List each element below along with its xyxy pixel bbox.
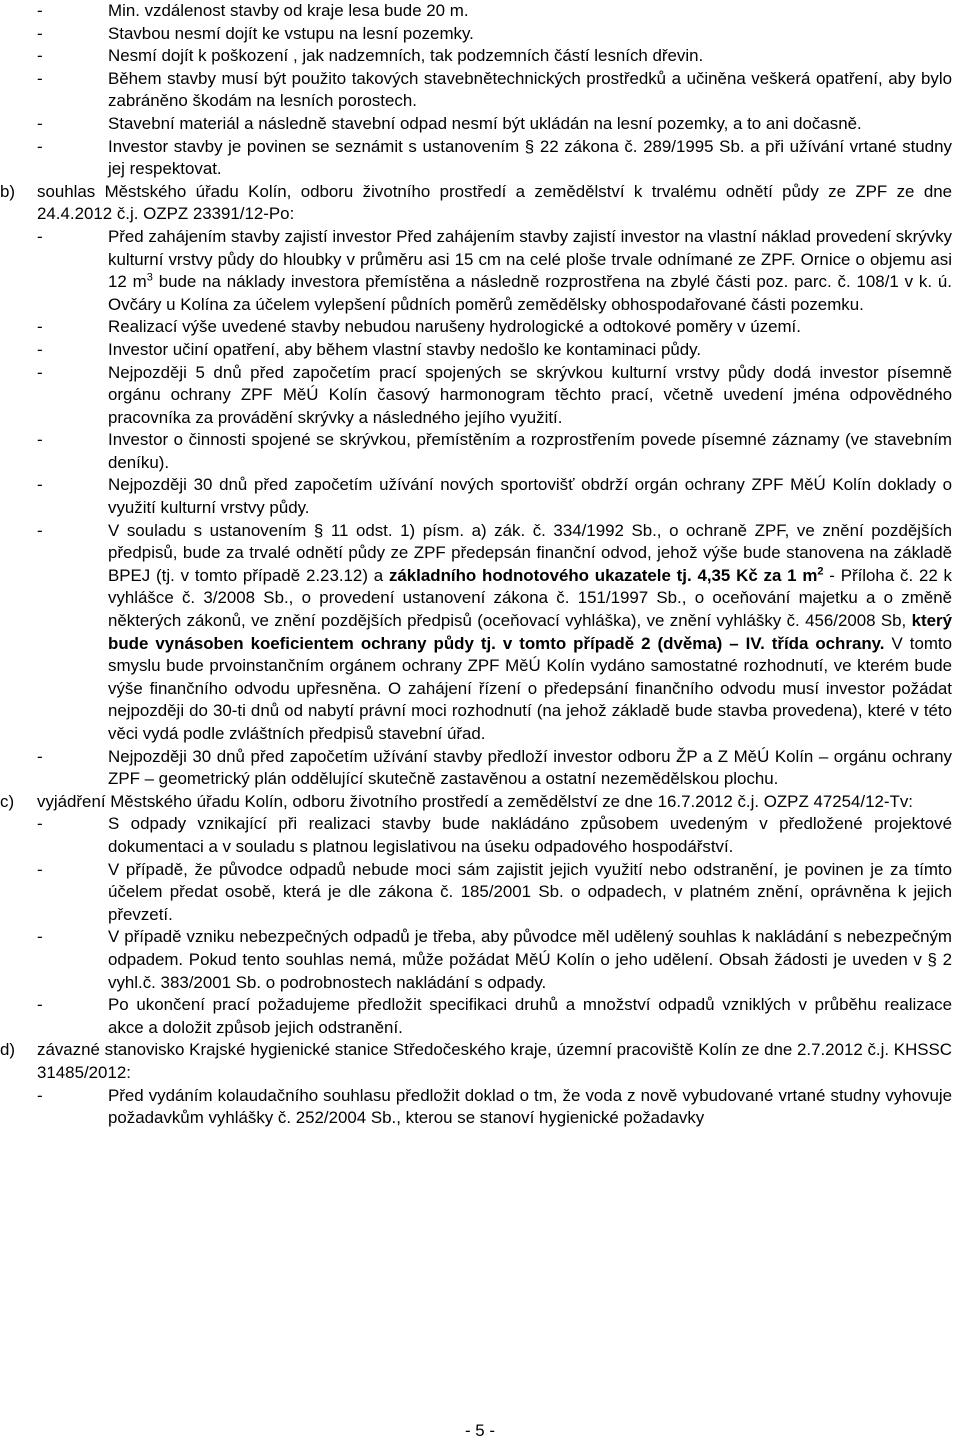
section-marker: b)	[0, 181, 16, 201]
list-item-text: V případě vzniku nebezpečných odpadů je třeba, aby původce měl udělený souhlas k nakládání s nebezpečným odpadem. Pokud tento souhlas nemá, může požádat MěÚ Kolín o jeho udělení. Obsah žádosti je uveden v § 2 vyhl.č. 383/2001 Sb. o podrobnostech nakládání s odpady.	[108, 927, 952, 992]
text-run: V souladu s ustanovením § 11 odst. 1) písm. a) zák. č. 334/1992 Sb., o ochraně ZPF, ve znění pozdějších předpisů, bude za trvalé odnětí půdy ze ZPF předepsán finanční odvod, jehož výše bude stanovena na základě BPEJ (tj. v tomto případě 2.23.12) a	[108, 520, 952, 585]
bullet-dash: -	[37, 46, 43, 66]
list-item	[37, 746, 952, 791]
list-item	[37, 362, 952, 430]
superscript: 3	[146, 271, 153, 284]
list-item-text: Nesmí dojít k poškození , jak nadzemních, tak podzemních částí lesních dřevin.	[108, 46, 704, 66]
bullet-dash: -	[37, 136, 43, 156]
list-item-text: Min. vzdálenost stavby od kraje lesa bude 20 m.	[108, 1, 469, 20]
bullet-dash: -	[37, 317, 43, 337]
list-item-text: Nejpozději 5 dnů před započetím prací spojených se skrývkou kulturní vrstvy půdy dodá investor písemně orgánu ochrany ZPF MěÚ Kolín časový harmonogram těchto prací, včetně uvedení jména odpovědného pracovníka za provádění skrývky a následného jejího využití.	[108, 362, 952, 427]
bullet-dash: -	[37, 927, 43, 947]
list-item	[37, 226, 952, 316]
list-item	[37, 68, 952, 113]
bullet-dash: -	[37, 23, 43, 43]
bold-text-run: základního hodnotového ukazatele tj. 4,35 Kč za 1 m	[388, 565, 818, 585]
section-heading-text: vyjádření Městského úřadu Kolín, odboru životního prostředí a zemědělství ze dne 16.7.2012 č.j. OZPZ 47254/12-Tv:	[37, 791, 913, 811]
text-run: V tomto smyslu bude prvoinstančním orgánem ochrany ZPF MěÚ Kolín vydáno samostatné rozhodnutí, ve kterém bude výše finančního odvodu upřesněna. O zahájení řízení o předepsání finančního odvodu musí investor požádat nejpozději do 30-ti dnů od nabytí právní moci rozhodnutí (na jehož základě bude stavba provedena), které v této věci vydá podle zvláštních předpisů stavební úřad.	[108, 633, 952, 743]
list-item-text: Realizací výše uvedené stavby nebudou narušeny hydrologické a odtokové poměry v území.	[108, 317, 801, 337]
section-d-heading	[0, 1039, 952, 1084]
section-heading-text: závazné stanovisko Krajské hygienické stanice Středočeského kraje, územní pracoviště Kolín ze dne 2.7.2012 č.j. KHSSC 31485/2012:	[37, 1040, 952, 1082]
list-item	[37, 813, 952, 858]
list-item	[37, 520, 952, 746]
list-item-text: Investor stavby je povinen se seznámit s ustanovením § 22 zákona č. 289/1995 Sb. a při užívání vrtané studny jej respektovat.	[108, 136, 952, 179]
list-item-text: Investor o činnosti spojené se skrývkou, přemístěním a rozprostřením povede písemné záznamy (ve stavebním deníku).	[108, 430, 952, 472]
text-run: bude na náklady investora přemístěna a následně rozprostřena na zbylé části poz. parc. č. 108/1 v k. ú. Ovčáry u Kolína za účelem vylepšení půdních poměrů zemědělsky obhospodařované části pozemku.	[108, 272, 952, 314]
list-item-text: Stavbou nesmí dojít ke vstupu na lesní pozemky.	[108, 23, 474, 43]
bold-text-run: který bude vynásoben koeficientem ochrany půdy tj. v tomto případě 2 (dvěma) – IV. třída ochrany.	[108, 611, 952, 653]
list-item-text: S odpady vznikající při realizaci stavby bude nakládáno způsobem uvedeným v předložené projektové dokumentaci a v souladu s platnou legislativou na úseku odpadového hospodářství.	[108, 814, 952, 856]
list-item	[37, 136, 952, 181]
bullet-dash: -	[37, 430, 43, 450]
section-c-heading	[0, 791, 952, 814]
list-item	[37, 113, 952, 136]
bullet-dash: -	[37, 1, 43, 20]
bullet-dash: -	[37, 362, 43, 382]
section-b-heading	[0, 181, 952, 226]
list-item	[37, 994, 952, 1039]
bullet-dash: -	[37, 746, 43, 766]
list-item	[37, 1085, 952, 1130]
list-item-text: Stavební materiál a následně stavební odpad nesmí být ukládán na lesní pozemky, a to ani dočasně.	[108, 113, 862, 133]
page-number: - 5 -	[464, 1421, 496, 1440]
list-item-text: Nejpozději 30 dnů před započetím užívání stavby předloží investor odboru ŽP a Z MěÚ Kolín – orgánu ochrany ZPF – geometrický plán oddělující skutečně zastavěnou a ostatní nezemědělskou plochu.	[108, 746, 952, 789]
section-marker: c)	[0, 791, 15, 811]
text-run: Před zahájením stavby zajistí investor Před zahájením stavby zajistí investor na vlastní náklad provedení skrývky kulturní vrstvy půdy do hloubky v průměru asi 15 cm na celé ploše trvale odnímané ze ZPF. Ornice o objemu asi 12 m	[108, 226, 952, 292]
section-marker: d)	[0, 1040, 16, 1060]
list-item	[37, 474, 952, 519]
bullet-dash: -	[37, 1085, 43, 1105]
list-item	[37, 23, 952, 46]
list-item-text: Před vydáním kolaudačního souhlasu předložit doklad o tm, že voda z nově vybudované vrtané studny vyhovuje požadavkům vyhlášky č. 252/2004 Sb., kterou se stanoví hygienické požadavky	[108, 1085, 952, 1128]
list-item	[37, 926, 952, 994]
list-item-text: Nejpozději 30 dnů před započetím užívání nových sportovišť obdrží orgán ochrany ZPF MěÚ Kolín doklady o využití kulturní vrstvy půdy.	[108, 475, 952, 518]
list-item	[37, 0, 952, 23]
list-item-text	[108, 226, 952, 316]
bullet-dash: -	[37, 859, 43, 879]
list-item	[37, 45, 952, 68]
bullet-dash: -	[37, 68, 43, 88]
superscript: 2	[817, 565, 824, 578]
list-item	[37, 339, 952, 362]
list-item-text: Po ukončení prací požadujeme předložit specifikaci druhů a množství odpadů vzniklých v průběhu realizace akce a doložit způsob jejich odstranění.	[108, 995, 952, 1037]
text-run: - Příloha č. 22 k vyhlášce č. 3/2008 Sb., o provedení ustanovení zákona č. 151/1997 Sb., o oceňování majetku a o změně některých zákonů, ve znění pozdějších předpisů (oceňovací vyhláška), ve znění vyhlášky č. 456/2008 Sb,	[108, 565, 952, 631]
bullet-dash: -	[37, 226, 43, 246]
list-item-text	[108, 520, 952, 746]
list-item-text: Během stavby musí být použito takových stavebnětechnických prostředků a učiněna veškerá opatření, aby bylo zabráněno škodám na lesních porostech.	[108, 68, 952, 111]
section-heading-text: souhlas Městského úřadu Kolín, odboru životního prostředí a zemědělství k trvalému odnětí půdy ze ZPF ze dne 24.4.2012 č.j. OZPZ 23391/12-Po:	[37, 181, 952, 224]
bullet-dash: -	[37, 475, 43, 495]
bullet-dash: -	[37, 520, 43, 540]
bullet-dash: -	[37, 995, 43, 1015]
list-item	[37, 316, 952, 339]
list-item	[37, 429, 952, 474]
list-item-text: V případě, že původce odpadů nebude moci sám zajistit jejich využití nebo odstranění, je povinen je za tímto účelem předat osobě, která je dle zákona č. 185/2001 Sb. o odpadech, v platném znění, oprávněna k jejich převzetí.	[108, 859, 952, 924]
bullet-dash: -	[37, 814, 43, 834]
list-item-text: Investor učiní opatření, aby během vlastní stavby nedošlo ke kontaminaci půdy.	[108, 339, 702, 359]
bullet-dash: -	[37, 339, 43, 359]
bullet-dash: -	[37, 113, 43, 133]
list-item	[37, 859, 952, 927]
